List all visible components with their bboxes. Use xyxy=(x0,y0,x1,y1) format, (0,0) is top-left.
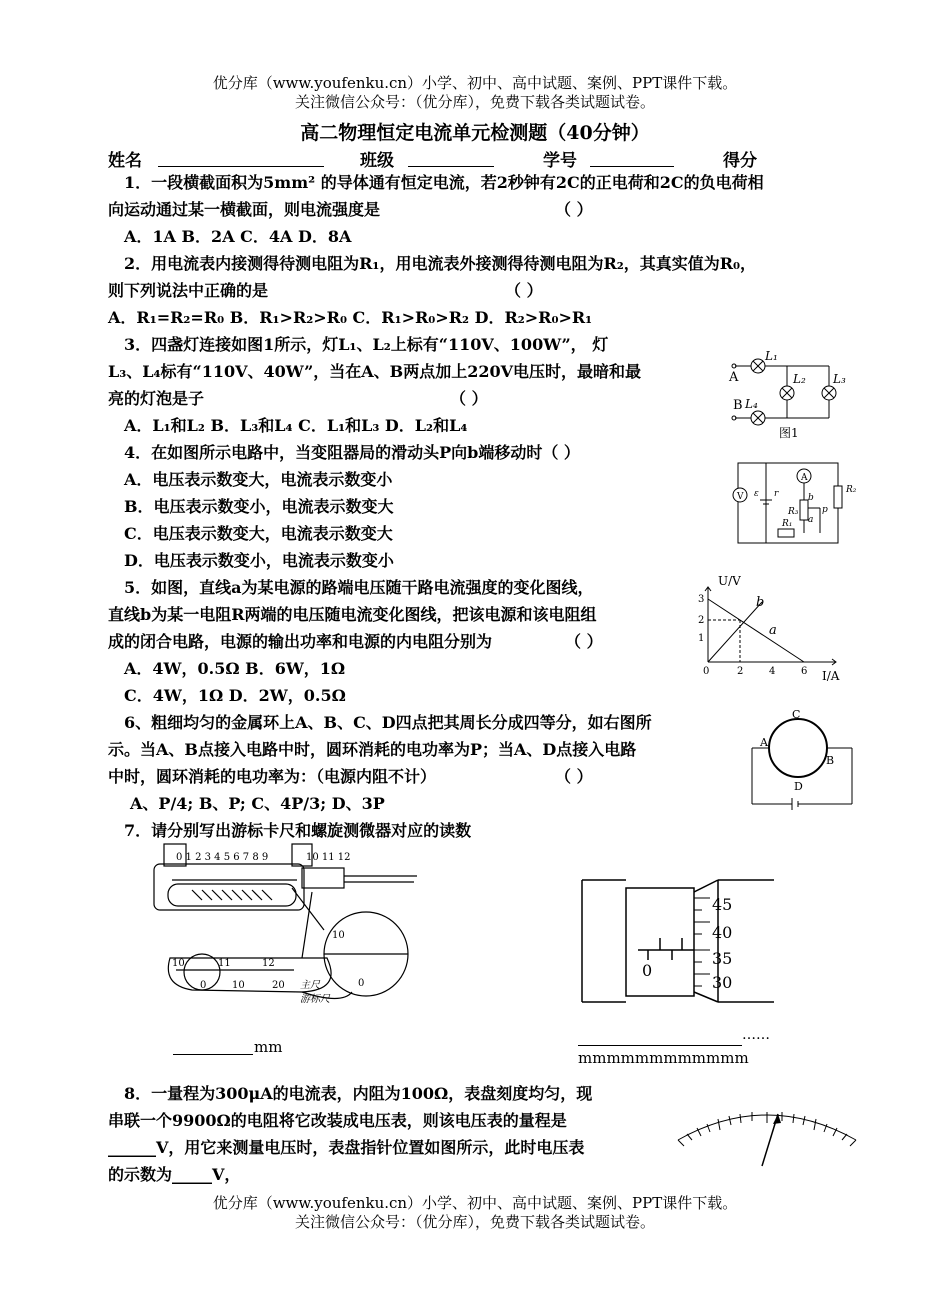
q6-line2: 示。当A、B点接入电路中时，圆环消耗的电功率为P；当A、D点接入电路 xyxy=(108,740,637,759)
micrometer-figure xyxy=(578,858,776,1008)
fig1-label-L1: L₁ xyxy=(765,349,778,363)
fig1-label-A: A xyxy=(729,370,739,385)
name-field[interactable] xyxy=(158,150,324,167)
svg-text:1: 1 xyxy=(698,633,705,644)
q4-line1: 4．在如图所示电路中，当变阻器局的滑动头P向b端移动时（ ） xyxy=(124,443,580,462)
lamp-circuit-figure xyxy=(725,348,855,446)
caliper-answer-unit: mm xyxy=(254,1038,283,1056)
q1-paren: （ ） xyxy=(555,200,593,219)
q2-paren: （ ） xyxy=(505,281,543,300)
rheostat-circuit-figure xyxy=(728,458,860,550)
svg-text:4: 4 xyxy=(769,666,776,677)
q1-line2: 向运动通过某一横截面，则电流强度是 xyxy=(108,200,381,219)
q1-options[interactable]: A．1A B．2A C．4A D．8A xyxy=(124,227,352,246)
ring-label-D: D xyxy=(794,780,803,793)
q3-options[interactable]: A．L₁和L₂ B．L₃和L₄ C．L₁和L₃ D．L₂和L₄ xyxy=(124,416,468,435)
class-field[interactable] xyxy=(408,150,494,167)
caliper-mag-main-10: 10 xyxy=(172,958,185,969)
fig4-label-b: b xyxy=(808,493,814,503)
ring-circuit-figure xyxy=(748,708,858,810)
micrometer-zero: 0 xyxy=(642,961,653,980)
graph-ylabel: U/V xyxy=(718,574,741,588)
q5-line3: 成的闭合电路，电源的输出功率和电源的内电阻分别为 xyxy=(108,632,493,651)
q8-line2: 串联一个9900Ω的电阻将它改装成电压表，则该电压表的量程是 xyxy=(108,1111,567,1130)
svg-text:a: a xyxy=(769,623,777,638)
ring-label-A: A xyxy=(760,736,768,749)
q5-line2: 直线b为某一电阻R两端的电压随电流变化图线，把该电源和该电阻组 xyxy=(108,605,597,624)
q2-options[interactable]: A．R₁=R₂=R₀ B．R₁>R₂>R₀ C．R₁>R₀>R₂ D．R₂>R₀>R₁ xyxy=(108,308,593,327)
caliper-main-label: 主尺 xyxy=(300,980,320,991)
caliper-mag-vern-10: 10 xyxy=(232,980,245,991)
footer-line-1: 优分库（www.youfenku.cn）小学、初中、高中试题、案例、PPT课件下载。 xyxy=(212,1194,738,1212)
fig4-label-V: V xyxy=(737,492,744,502)
fig4-label-eps: ε xyxy=(754,489,759,499)
name-label: 姓名 xyxy=(108,151,142,171)
svg-text:I/A: I/A xyxy=(822,669,840,682)
header-line-1: 优分库（www.youfenku.cn）小学、初中、高中试题、案例、PPT课件下载。 xyxy=(212,74,738,92)
fig4-label-R1: R₁ xyxy=(782,519,793,529)
q5-options-ab[interactable]: A．4W，0.5Ω B．6W，1Ω xyxy=(124,659,346,678)
number-field[interactable] xyxy=(590,150,674,167)
caliper-mag-main-12: 12 xyxy=(262,958,275,969)
fig4-label-r: r xyxy=(774,489,779,499)
q4-option-c[interactable]: C．电压表示数变大，电流表示数变大 xyxy=(124,524,393,543)
q6-options[interactable]: A、P/4; B、P; C、4P/3; D、3P xyxy=(130,794,385,813)
class-label: 班级 xyxy=(360,151,394,171)
footer-line-2: 关注微信公众号：（优分库），免费下载各类试题试卷。 xyxy=(294,1213,655,1231)
micrometer-tick-45: 45 xyxy=(712,895,733,914)
ring-label-C: C xyxy=(792,708,801,721)
caliper-answer-blank[interactable] xyxy=(173,1038,253,1055)
caliper-mag-main-11: 11 xyxy=(218,958,231,969)
svg-text:0: 0 xyxy=(703,666,710,677)
fig1-label-L4: L₄ xyxy=(745,397,758,411)
ring-label-B: B xyxy=(826,754,835,767)
fig4-label-p: p xyxy=(822,505,828,515)
svg-text:2: 2 xyxy=(737,666,744,677)
svg-text:6: 6 xyxy=(801,666,808,677)
fig1-label-L3: L₃ xyxy=(833,372,846,386)
vernier-caliper-figure xyxy=(152,840,422,1018)
q6-line1: 6、粗细均匀的金属环上A、B、C、D四点把其周长分成四等分，如右图所 xyxy=(124,713,652,732)
caliper-vernier-label: 游标尺 xyxy=(300,994,330,1005)
svg-text:2: 2 xyxy=(698,615,705,626)
q3-paren: （ ） xyxy=(450,389,488,408)
header-line-2: 关注微信公众号：（优分库），免费下载各类试题试卷。 xyxy=(294,93,655,111)
svg-text:0 1 2 3 4 5 6 7 8 9: 0 1 2 3 4 5 6 7 8 9 xyxy=(176,852,269,863)
fig4-label-A: A xyxy=(801,473,808,483)
fig1-label-B: B xyxy=(733,398,743,413)
q3-line2: L₃、L₄标有“110V、40W”，当在A、B两点加上220V电压时，最暗和最 xyxy=(108,362,642,381)
q2-line1: 2．用电流表内接测得待测电阻为R₁，用电流表外接测得待测电阻为R₂，其真实值为R₀， xyxy=(124,254,757,273)
fig1-label-L2: L₂ xyxy=(793,372,806,386)
caliper-mag-vern-20: 20 xyxy=(272,980,285,991)
svg-text:b: b xyxy=(756,595,765,610)
q1-line1: 1．一段横截面积为5mm² 的导体通有恒定电流，若2秒钟有2C的正电荷和2C的负电荷相 xyxy=(124,173,764,192)
fig4-label-R3: R₃ xyxy=(788,507,799,517)
q5-line1: 5．如图，直线a为某电源的路端电压随干路电流强度的变化图线， xyxy=(124,578,594,597)
meter-dial-figure xyxy=(672,1090,862,1174)
number-label: 学号 xyxy=(543,151,577,171)
fig1-caption: 图1 xyxy=(779,426,799,440)
caliper-circle-top: 10 xyxy=(332,930,345,941)
caliper-circle-bottom: 0 xyxy=(358,978,365,989)
q8-line1: 8．一量程为300μA的电流表，内阻为100Ω，表盘刻度均匀，现 xyxy=(124,1084,593,1103)
fig4-label-a: a xyxy=(808,515,814,525)
micrometer-tick-35: 35 xyxy=(712,949,733,968)
page-title: 高二物理恒定电流单元检测题（40分钟） xyxy=(300,122,650,144)
ui-graph-figure xyxy=(698,572,846,682)
q3-line1: 3．四盏灯连接如图1所示，灯L₁、L₂上标有“110V、100W”， 灯 xyxy=(124,335,609,354)
caliper-top-right: 10 11 12 xyxy=(306,852,351,863)
svg-text:3: 3 xyxy=(698,594,705,605)
q4-option-a[interactable]: A．电压表示数变大，电流表示数变小 xyxy=(124,470,393,489)
score-label: 得分 xyxy=(723,151,757,171)
caliper-mag-vern-0: 0 xyxy=(200,980,207,991)
q5-options-cd[interactable]: C．4W，1Ω D．2W，0.5Ω xyxy=(124,686,346,705)
q6-line3: 中时，圆环消耗的电功率为：（电源内阻不计） xyxy=(108,767,437,786)
micrometer-answer-line2: mmmmmmmmmmmm xyxy=(578,1049,749,1067)
q7-line1: 7．请分别写出游标卡尺和螺旋测微器对应的读数 xyxy=(124,821,472,840)
micrometer-answer-trail: …… xyxy=(742,1027,770,1043)
q4-option-b[interactable]: B．电压表示数变小，电流表示数变大 xyxy=(124,497,394,516)
fig4-label-R2: R₂ xyxy=(846,485,857,495)
q8-line4: 的示数为_____V， xyxy=(108,1165,241,1184)
q5-paren: （ ） xyxy=(565,632,603,651)
q6-paren: （ ） xyxy=(555,767,593,786)
q8-line3: ______V，用它来测量电压时，表盘指针位置如图所示，此时电压表 xyxy=(108,1138,585,1157)
micrometer-tick-30: 30 xyxy=(712,973,733,992)
micrometer-answer-blank[interactable] xyxy=(578,1029,742,1046)
q4-option-d[interactable]: D．电压表示数变小，电流表示数变小 xyxy=(124,551,394,570)
micrometer-tick-40: 40 xyxy=(712,923,733,942)
q2-line2: 则下列说法中正确的是 xyxy=(108,281,269,300)
q3-line3: 亮的灯泡是子 xyxy=(108,389,205,408)
